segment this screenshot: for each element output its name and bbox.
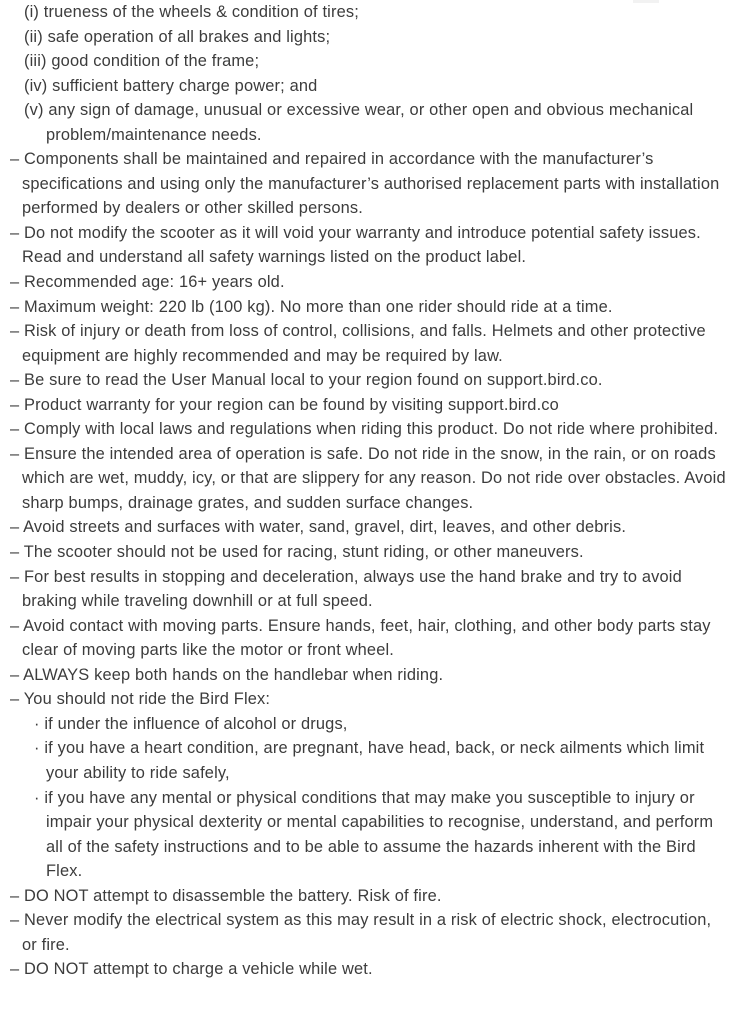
list-item <box>0 736 728 785</box>
roman-numeral-marker: (ii) <box>24 27 43 46</box>
list-item <box>0 147 728 221</box>
dash-bullet-marker: – <box>10 518 20 537</box>
list-item-text: Comply with local laws and regulations when riding this product. Do not ride where prohibited. <box>24 420 719 439</box>
list-item <box>0 295 728 320</box>
list-item <box>0 957 728 982</box>
list-item <box>0 614 728 663</box>
list-item-text: if you have any mental or physical conditions that may make you susceptible to injury or impair your physical dexterity or mental capabilities to recognise, understand, and perform all of the safety instructions and to be able to assume the hazards inherent with the Bird Flex. <box>44 788 714 881</box>
list-item <box>0 98 728 147</box>
list-item-text: ALWAYS keep both hands on the handlebar when riding. <box>23 665 444 684</box>
list-item <box>0 515 728 540</box>
dash-bullet-marker: – <box>10 690 20 709</box>
list-item-text: The scooter should not be used for racing, stunt riding, or other maneuvers. <box>23 543 584 562</box>
dash-bullet-marker: – <box>10 567 20 586</box>
list-item <box>0 786 728 884</box>
list-item <box>0 25 728 50</box>
list-item-text: Risk of injury or death from loss of control, collisions, and falls. Helmets and other protective equipment are highly recommended and may be required by law. <box>22 322 706 365</box>
dash-bullet-marker: – <box>10 960 20 979</box>
list-item <box>0 221 728 270</box>
dash-bullet-marker: – <box>10 911 20 930</box>
list-item-text: You should not ride the Bird Flex: <box>23 690 271 709</box>
roman-numeral-marker: (iv) <box>24 76 48 95</box>
list-item <box>0 0 728 25</box>
list-item <box>0 368 728 393</box>
list-item-text: DO NOT attempt to disassemble the battery. Risk of fire. <box>24 886 442 905</box>
dash-bullet-marker: – <box>10 371 20 390</box>
list-item-text: Components shall be maintained and repaired in accordance with the manufacturer’s specifications and using only the manufacturer’s authorised replacement parts with installation performed by dealers or other skilled persons. <box>22 150 720 218</box>
list-item-text: any sign of damage, unusual or excessive wear, or other open and obvious mechanical problem/maintenance needs. <box>46 101 694 144</box>
list-item <box>0 908 728 957</box>
list-item-text: sufficient battery charge power; and <box>52 76 318 95</box>
dash-bullet-marker: – <box>10 444 20 463</box>
list-item <box>0 712 728 737</box>
dash-bullet-marker: – <box>10 616 20 635</box>
list-item <box>0 540 728 565</box>
list-item-text: Ensure the intended area of operation is safe. Do not ride in the snow, in the rain, or on roads which are wet, muddy, icy, or that are slippery for any reason. Do not ride over obstacles. Avoid sharp bumps, drainage grates, and sudden surface changes. <box>22 444 726 512</box>
list-item <box>0 884 728 909</box>
dash-bullet-marker: – <box>10 322 20 341</box>
list-item-text: Be sure to read the User Manual local to your region found on support.bird.co. <box>24 371 603 390</box>
list-item-text: if under the influence of alcohol or drugs, <box>44 714 348 733</box>
dash-bullet-marker: – <box>10 665 20 684</box>
list-item-text: DO NOT attempt to charge a vehicle while wet. <box>24 960 373 979</box>
dash-bullet-marker: – <box>10 223 20 242</box>
list-item-text: For best results in stopping and deceleration, always use the hand brake and try to avoid braking while traveling downhill or at full speed. <box>22 567 682 611</box>
dash-bullet-marker: – <box>10 420 20 439</box>
list-item-text: good condition of the frame; <box>51 52 260 71</box>
dash-bullet-marker: – <box>10 297 20 316</box>
dash-bullet-marker: – <box>10 395 20 414</box>
list-item-text: Do not modify the scooter as it will void your warranty and introduce potential safety issues. Read and understand all safety warnings listed on the product label. <box>22 223 701 267</box>
dash-bullet-marker: – <box>10 273 20 292</box>
list-item <box>0 270 728 295</box>
list-item-text: if you have a heart condition, are pregnant, have head, back, or neck ailments which limit your ability to ride safely, <box>44 739 705 782</box>
list-item <box>0 319 728 368</box>
roman-numeral-marker: (iii) <box>24 52 47 71</box>
list-item-text: Avoid contact with moving parts. Ensure hands, feet, hair, clothing, and other body parts stay clear of moving parts like the motor or front wheel. <box>22 616 711 660</box>
list-item <box>0 442 728 516</box>
list-item-text: Maximum weight: 220 lb (100 kg). No more than one rider should ride at a time. <box>24 297 613 316</box>
list-item-text: safe operation of all brakes and lights; <box>47 27 331 46</box>
list-item <box>0 663 728 688</box>
list-item-text: Recommended age: 16+ years old. <box>24 273 285 292</box>
dash-bullet-marker: – <box>10 543 20 562</box>
dash-bullet-marker: – <box>10 886 20 905</box>
list-item-text: Avoid streets and surfaces with water, sand, gravel, dirt, leaves, and other debris. <box>23 518 627 537</box>
roman-numeral-marker: (v) <box>24 101 44 120</box>
roman-numeral-marker: (i) <box>24 3 40 21</box>
list-item <box>0 74 728 99</box>
list-item-text: Product warranty for your region can be found by visiting support.bird.co <box>24 395 559 414</box>
list-item <box>0 565 728 614</box>
list-item <box>0 417 728 442</box>
list-item-text: Never modify the electrical system as this may result in a risk of electric shock, electrocution, or fire. <box>22 911 712 954</box>
sub-bullet-marker: · <box>34 714 40 733</box>
sub-bullet-marker: · <box>34 739 40 758</box>
sub-bullet-marker: · <box>34 788 40 807</box>
dash-bullet-marker: – <box>10 150 20 169</box>
list-item <box>0 393 728 418</box>
list-item-text: trueness of the wheels & condition of tires; <box>43 3 359 21</box>
list-item <box>0 49 728 74</box>
list-item <box>0 687 728 712</box>
